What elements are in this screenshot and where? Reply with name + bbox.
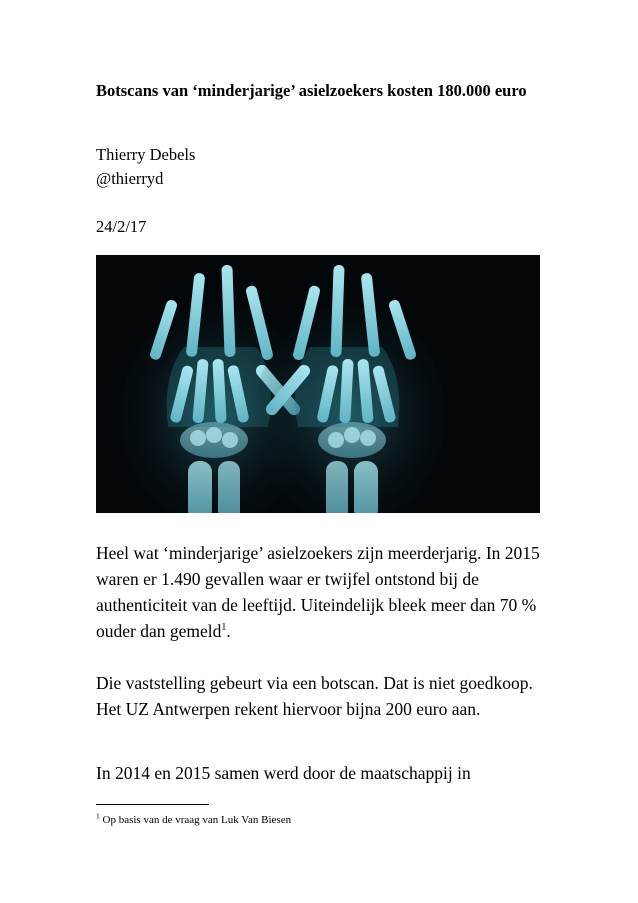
article-title: Botscans van ‘minderjarige’ asielzoekers kosten 180.000 euro bbox=[96, 81, 527, 100]
author-name: Thierry Debels bbox=[96, 145, 196, 164]
footnote-number: 1 bbox=[96, 811, 100, 821]
author-handle: @thierryd bbox=[96, 169, 164, 188]
publication-date: 24/2/17 bbox=[96, 217, 147, 236]
paragraph-1-text: Heel wat ‘minderjarige’ asielzoekers zijn meerderjarig. In 2015 waren er 1.490 gevallen waar er twijfel ontstond bij de authenticiteit van de leeftijd. Uiteindelijk bleek meer dan 70 % ouder dan gemeld bbox=[96, 543, 540, 641]
right-hand-xray bbox=[255, 265, 445, 513]
footnote-text: Op basis van de vraag van Luk Van Biesen bbox=[102, 814, 292, 826]
paragraph-3: In 2014 en 2015 samen werd door de maatschappij in bbox=[96, 763, 471, 783]
hand-xray-illustration bbox=[96, 255, 540, 513]
paragraph-1-suffix: . bbox=[226, 621, 231, 641]
paragraph-1 bbox=[96, 540, 546, 644]
footnote-separator bbox=[96, 804, 209, 805]
footnote bbox=[96, 813, 291, 827]
footnote-reference[interactable]: 1 bbox=[221, 622, 227, 634]
paragraph-2: Die vaststelling gebeurt via een botscan. Dat is niet goedkoop. Het UZ Antwerpen rekent hiervoor bijna 200 euro aan. bbox=[96, 673, 533, 719]
hand-xray-image bbox=[96, 255, 540, 513]
